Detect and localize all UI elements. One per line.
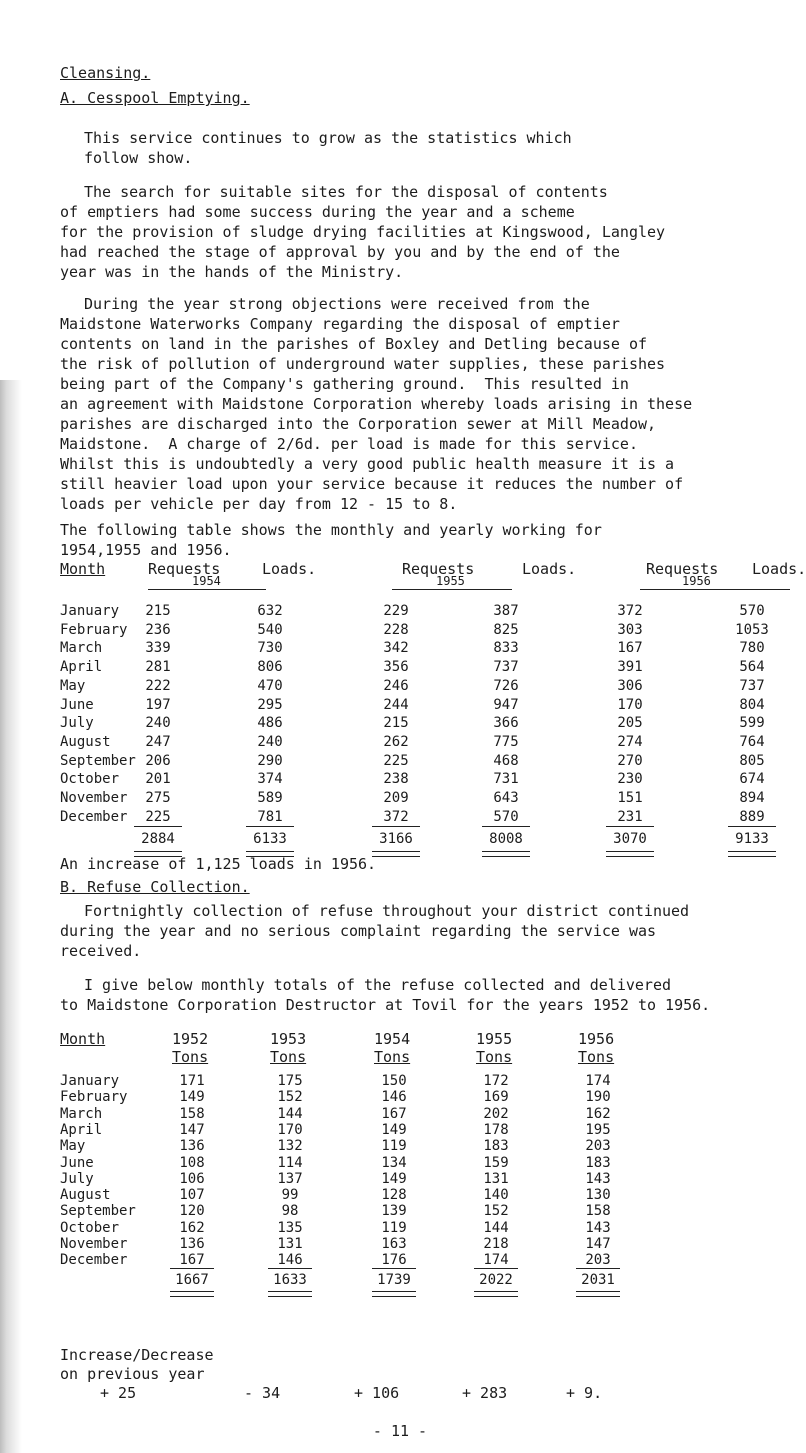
month-column-header: Month: [60, 560, 106, 578]
total-double-rule: [728, 851, 776, 857]
table-cell: 737: [493, 659, 519, 676]
unit-header: Tons: [578, 1048, 615, 1066]
text-line: Maidstone Waterworks Company regarding the disposal of emptier: [60, 315, 620, 333]
table-cell: 387: [493, 603, 519, 619]
table-row-month: December: [60, 808, 128, 825]
table-cell: 158: [585, 1203, 611, 1220]
year-header: 1955: [436, 574, 465, 588]
text-line: the risk of pollution of underground water supplies, these parishes: [60, 355, 666, 373]
table-cell: 570: [739, 603, 765, 619]
table-cell: 167: [179, 1252, 205, 1269]
text-line: received.: [60, 942, 142, 960]
table-row-month: May: [60, 1138, 86, 1155]
table-cell: 143: [585, 1170, 611, 1187]
table-cell: 228: [383, 621, 409, 638]
table-a-intro: [60, 520, 740, 560]
change-value: + 25: [100, 1384, 137, 1402]
scan-shadow: [0, 380, 22, 1453]
table-cell: 731: [493, 771, 519, 788]
table-cell: 201: [145, 771, 171, 788]
table-cell: 775: [493, 733, 519, 750]
total-cell: 2884: [141, 830, 175, 847]
subtotal-rule: [134, 826, 182, 827]
table-cell: 147: [585, 1236, 611, 1252]
table-cell: 236: [145, 621, 171, 638]
subtotal-rule: [372, 826, 420, 827]
table-cell: 140: [483, 1187, 509, 1204]
subtotal-rule: [606, 826, 654, 827]
table-cell: 108: [179, 1154, 205, 1171]
paragraph-b1: [60, 901, 764, 961]
table-cell: 468: [493, 752, 519, 769]
year-header: 1952: [172, 1030, 209, 1048]
text-line: to Maidstone Corporation Destructor at Tovil for the years 1952 to 1956.: [60, 996, 711, 1014]
table-cell: 149: [179, 1089, 205, 1106]
total-cell: 1667: [175, 1272, 209, 1289]
subtotal-rule: [246, 826, 294, 827]
change-value: + 106: [354, 1384, 400, 1402]
table-cell: 643: [493, 790, 519, 806]
table-cell: 132: [277, 1138, 303, 1155]
text-line: contents on land in the parishes of Boxley and Detling because of: [60, 335, 647, 353]
table-cell: 632: [257, 603, 283, 619]
unit-header: Tons: [476, 1048, 513, 1066]
table-cell: 781: [257, 808, 283, 825]
heading: Cleansing.: [60, 64, 151, 82]
table-row-month: July: [60, 1170, 94, 1187]
table-cell: 356: [383, 659, 409, 676]
column-header: Requests: [148, 560, 221, 578]
table-cell: 222: [145, 677, 171, 694]
table-cell: 151: [617, 790, 643, 806]
change-label: on previous year: [60, 1365, 205, 1383]
table-cell: 342: [383, 640, 409, 657]
table-row-month: September: [60, 752, 136, 769]
header-underline: [392, 589, 512, 590]
table-cell: 281: [145, 659, 171, 676]
table-cell: 131: [483, 1170, 509, 1187]
table-row-month: August: [60, 1187, 111, 1204]
table-row-month: November: [60, 1236, 128, 1252]
total-double-rule: [474, 1291, 518, 1297]
text-line: an agreement with Maidstone Corporation whereby loads arising in these: [60, 395, 693, 413]
text-line: I give below monthly totals of the refuse collected and delivered: [84, 976, 671, 994]
table-cell: 240: [257, 733, 283, 750]
table-cell: 136: [179, 1138, 205, 1155]
table-cell: 247: [145, 733, 171, 750]
total-cell: 8008: [489, 830, 523, 847]
table-cell: 183: [585, 1154, 611, 1171]
table-cell: 764: [739, 733, 765, 750]
table-a-note: An increase of 1,125 loads in 1956.: [60, 855, 377, 873]
table-cell: 144: [483, 1219, 509, 1236]
column-header: Requests: [646, 560, 719, 578]
table-cell: 197: [145, 696, 171, 713]
table-cell: 947: [493, 696, 519, 713]
table-cell: 889: [739, 808, 765, 825]
table-cell: 137: [277, 1170, 303, 1187]
table-cell: 139: [381, 1203, 407, 1220]
table-row-month: October: [60, 771, 120, 788]
text-line: being part of the Company's gathering ground. This resulted in: [60, 375, 629, 393]
change-label: Increase/Decrease: [60, 1346, 214, 1364]
table-cell: 152: [483, 1203, 509, 1220]
table-cell: 162: [179, 1219, 205, 1236]
subtotal-rule: [268, 1268, 312, 1269]
table-row-month: February: [60, 621, 128, 638]
table-row-month: August: [60, 733, 111, 750]
table-cell: 806: [257, 659, 283, 676]
table-cell: 274: [617, 733, 643, 750]
table-cell: 162: [585, 1105, 611, 1122]
table-cell: 146: [277, 1252, 303, 1269]
table-cell: 231: [617, 808, 643, 825]
table-row-month: October: [60, 1219, 120, 1236]
paragraph-a2: [60, 182, 764, 282]
table-cell: 119: [381, 1219, 407, 1236]
table-cell: 737: [739, 677, 765, 694]
table-row-month: June: [60, 1154, 94, 1171]
table-cell: 107: [179, 1187, 205, 1204]
table-cell: 339: [145, 640, 171, 657]
month-column-header: Month: [60, 1030, 106, 1048]
total-double-rule: [482, 851, 530, 857]
table-cell: 804: [739, 696, 765, 713]
table-cell: 146: [381, 1089, 407, 1106]
unit-header: Tons: [374, 1048, 411, 1066]
table-cell: 240: [145, 715, 171, 732]
text-line: The following table shows the monthly and yearly working for: [60, 521, 602, 539]
subtotal-rule: [170, 1268, 214, 1269]
table-cell: 147: [179, 1121, 205, 1138]
table-cell: 203: [585, 1252, 611, 1269]
table-cell: 174: [483, 1252, 509, 1269]
unit-header: Tons: [172, 1048, 209, 1066]
total-double-rule: [268, 1291, 312, 1297]
year-header: 1953: [270, 1030, 307, 1048]
table-cell: 303: [617, 621, 643, 638]
text-line: during the year and no serious complaint regarding the service was: [60, 922, 657, 940]
table-cell: 135: [277, 1219, 303, 1236]
total-cell: 2031: [581, 1272, 615, 1289]
text-line: Whilst this is undoubtedly a very good public health measure it is a: [60, 455, 675, 473]
table-cell: 218: [483, 1236, 509, 1252]
table-cell: 136: [179, 1236, 205, 1252]
year-header: 1956: [682, 574, 711, 588]
paragraph-b2: [60, 975, 764, 1015]
table-cell: 167: [617, 640, 643, 657]
column-header: Requests: [402, 560, 475, 578]
text-line: During the year strong objections were received from the: [84, 295, 590, 313]
total-double-rule: [170, 1291, 214, 1297]
table-cell: 206: [145, 752, 171, 769]
table-row-month: January: [60, 603, 120, 619]
table-cell: 176: [381, 1252, 407, 1269]
text-line: year was in the hands of the Ministry.: [60, 263, 404, 281]
total-cell: 1633: [273, 1272, 307, 1289]
table-cell: 275: [145, 790, 171, 806]
subtotal-rule: [576, 1268, 620, 1269]
table-cell: 215: [145, 603, 171, 619]
page-number: - 11 -: [372, 1422, 428, 1440]
table-cell: 158: [179, 1105, 205, 1122]
paragraph-a1: [84, 128, 764, 168]
text-line: for the provision of sludge drying facilities at Kingswood, Langley: [60, 223, 666, 241]
table-cell: 894: [739, 790, 765, 806]
table-cell: 172: [483, 1073, 509, 1089]
table-cell: 833: [493, 640, 519, 657]
table-cell: 159: [483, 1154, 509, 1171]
table-cell: 174: [585, 1073, 611, 1089]
table-cell: 246: [383, 677, 409, 694]
total-double-rule: [576, 1291, 620, 1297]
table-cell: 244: [383, 696, 409, 713]
paragraph-a3: [60, 294, 764, 514]
section-b-title: B. Refuse Collection.: [60, 878, 250, 896]
table-cell: 225: [383, 752, 409, 769]
table-cell: 270: [617, 752, 643, 769]
table-cell: 152: [277, 1089, 303, 1106]
table-cell: 130: [585, 1187, 611, 1204]
table-cell: 170: [617, 696, 643, 713]
table-cell: 486: [257, 715, 283, 732]
total-cell: 9133: [735, 830, 769, 847]
table-row-month: January: [60, 1073, 120, 1089]
section-a-title: A. Cesspool Emptying.: [60, 89, 250, 107]
table-cell: 295: [257, 696, 283, 713]
header-underline: [148, 589, 266, 590]
total-double-rule: [606, 851, 654, 857]
table-row-month: December: [60, 1252, 128, 1269]
table-cell: 391: [617, 659, 643, 676]
subtotal-rule: [482, 826, 530, 827]
table-cell: 540: [257, 621, 283, 638]
table-cell: 229: [383, 603, 409, 619]
change-value: - 34: [244, 1384, 281, 1402]
table-row-month: April: [60, 659, 103, 676]
table-cell: 1053: [735, 621, 769, 638]
total-double-rule: [372, 851, 420, 857]
text-line: still heavier load upon your service because it reduces the number of: [60, 475, 684, 493]
table-cell: 114: [277, 1154, 303, 1171]
table-row-month: March: [60, 640, 103, 657]
table-cell: 225: [145, 808, 171, 825]
table-cell: 167: [381, 1105, 407, 1122]
table-cell: 730: [257, 640, 283, 657]
table-cell: 128: [381, 1187, 407, 1204]
table-cell: 726: [493, 677, 519, 694]
table-cell: 780: [739, 640, 765, 657]
table-row-month: September: [60, 1203, 136, 1220]
table-cell: 209: [383, 790, 409, 806]
table-cell: 163: [381, 1236, 407, 1252]
table-row-month: June: [60, 696, 94, 713]
table-cell: 470: [257, 677, 283, 694]
table-cell: 215: [383, 715, 409, 732]
table-cell: 190: [585, 1089, 611, 1106]
total-cell: 3070: [613, 830, 647, 847]
year-header: 1954: [192, 574, 221, 588]
table-cell: 195: [585, 1121, 611, 1138]
year-header: 1956: [578, 1030, 615, 1048]
table-cell: 149: [381, 1170, 407, 1187]
subtotal-rule: [372, 1268, 416, 1269]
text-line: of emptiers had some success during the year and a scheme: [60, 203, 575, 221]
table-cell: 372: [617, 603, 643, 619]
table-cell: 230: [617, 771, 643, 788]
table-cell: 570: [493, 808, 519, 825]
table-cell: 119: [381, 1138, 407, 1155]
text-line: loads per vehicle per day from 12 - 15 to 8.: [60, 495, 458, 513]
table-row-month: March: [60, 1105, 103, 1122]
total-cell: 6133: [253, 830, 287, 847]
table-cell: 178: [483, 1121, 509, 1138]
table-cell: 372: [383, 808, 409, 825]
table-cell: 374: [257, 771, 283, 788]
header-underline: [640, 589, 790, 590]
table-cell: 805: [739, 752, 765, 769]
table-cell: 366: [493, 715, 519, 732]
column-header: Loads.: [752, 560, 806, 578]
table-cell: 98: [281, 1203, 299, 1220]
total-cell: 3166: [379, 830, 413, 847]
total-cell: 1739: [377, 1272, 411, 1289]
table-cell: 262: [383, 733, 409, 750]
table-row-month: April: [60, 1121, 103, 1138]
table-cell: 599: [739, 715, 765, 732]
table-cell: 169: [483, 1089, 509, 1106]
table-cell: 290: [257, 752, 283, 769]
column-header: Loads.: [522, 560, 577, 578]
change-value: + 283: [462, 1384, 508, 1402]
table-cell: 175: [277, 1073, 303, 1089]
text-line: follow show.: [84, 149, 193, 167]
table-row-month: May: [60, 677, 86, 694]
text-line: Maidstone. A charge of 2/6d. per load is made for this service.: [60, 435, 638, 453]
unit-header: Tons: [270, 1048, 307, 1066]
table-cell: 134: [381, 1154, 407, 1171]
change-value: + 9.: [566, 1384, 603, 1402]
text-line: The search for suitable sites for the disposal of contents: [84, 183, 608, 201]
table-cell: 205: [617, 715, 643, 732]
year-header: 1955: [476, 1030, 513, 1048]
text-line: had reached the stage of approval by you and by the end of the: [60, 243, 620, 261]
table-row-month: July: [60, 715, 94, 732]
table-row-month: February: [60, 1089, 128, 1106]
table-cell: 131: [277, 1236, 303, 1252]
table-cell: 203: [585, 1138, 611, 1155]
table-cell: 306: [617, 677, 643, 694]
subtotal-rule: [474, 1268, 518, 1269]
table-cell: 589: [257, 790, 283, 806]
subtotal-rule: [728, 826, 776, 827]
table-cell: 202: [483, 1105, 509, 1122]
table-cell: 120: [179, 1203, 205, 1220]
table-cell: 149: [381, 1121, 407, 1138]
text-line: Fortnightly collection of refuse throughout your district continued: [84, 902, 690, 920]
table-cell: 99: [281, 1187, 299, 1204]
text-line: 1954,1955 and 1956.: [60, 541, 232, 559]
total-cell: 2022: [479, 1272, 513, 1289]
table-cell: 674: [739, 771, 765, 788]
table-cell: 171: [179, 1073, 205, 1089]
table-cell: 106: [179, 1170, 205, 1187]
year-header: 1954: [374, 1030, 411, 1048]
total-double-rule: [372, 1291, 416, 1297]
text-line: This service continues to grow as the statistics which: [84, 129, 572, 147]
table-cell: 150: [381, 1073, 407, 1089]
table-cell: 564: [739, 659, 765, 676]
table-cell: 183: [483, 1138, 509, 1155]
text-line: parishes are discharged into the Corporation sewer at Mill Meadow,: [60, 415, 657, 433]
table-cell: 170: [277, 1121, 303, 1138]
table-cell: 144: [277, 1105, 303, 1122]
table-cell: 825: [493, 621, 519, 638]
table-row-month: November: [60, 790, 128, 806]
table-cell: 143: [585, 1219, 611, 1236]
column-header: Loads.: [262, 560, 317, 578]
table-cell: 238: [383, 771, 409, 788]
